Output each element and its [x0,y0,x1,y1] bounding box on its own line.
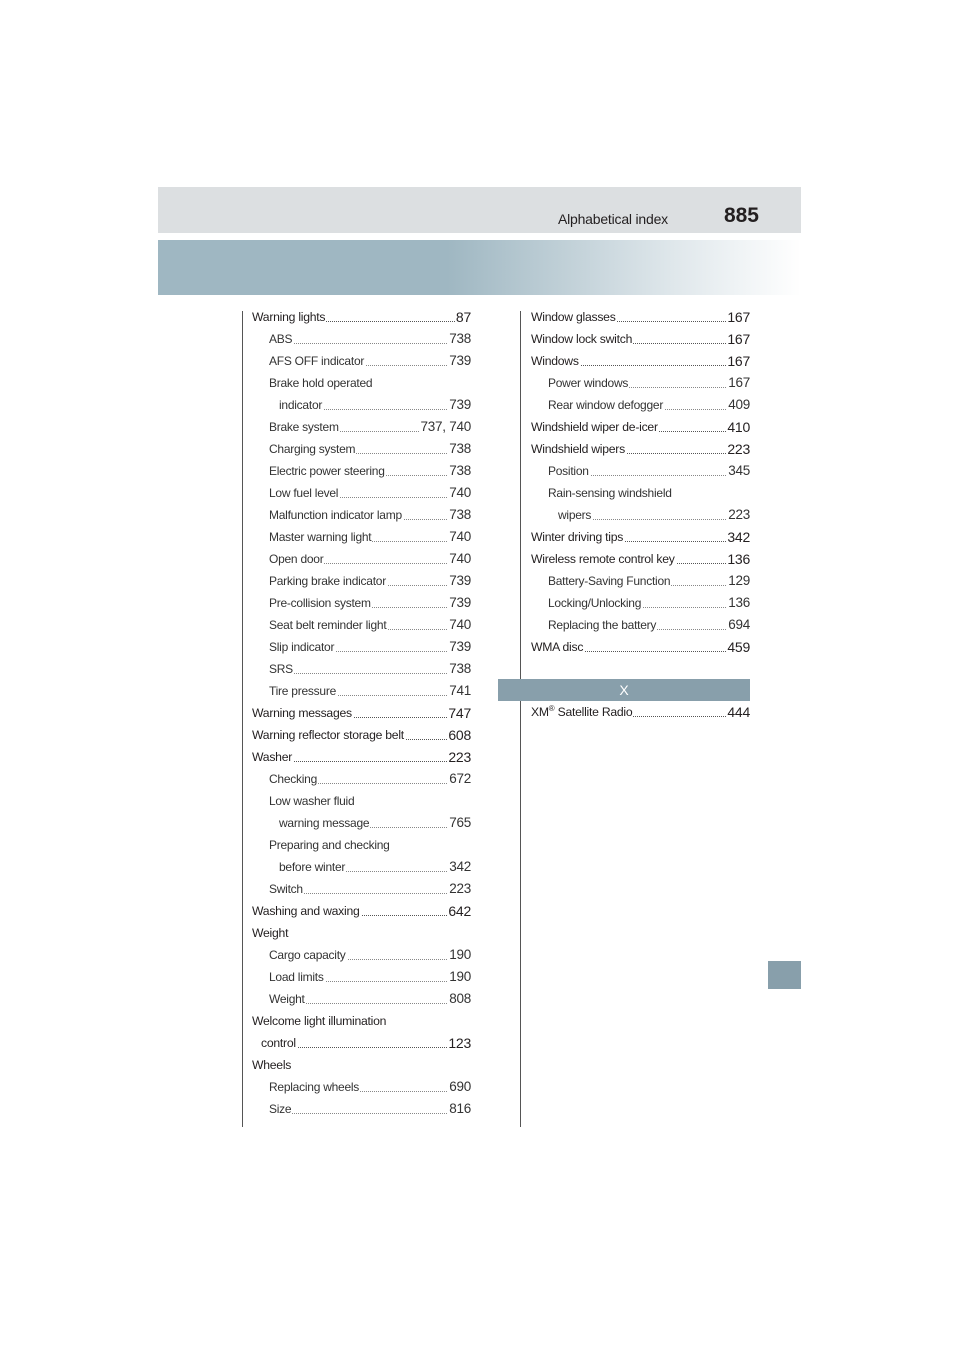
entry-label: warning message [279,812,370,834]
entry-page: 342 [448,856,471,878]
index-entry [531,614,750,636]
entry-label: Replacing wheels [269,1076,360,1098]
index-entry [252,1076,471,1098]
entry-page: 642 [447,900,471,922]
index-entry [252,900,471,922]
entry-label: wipers [558,504,592,526]
entry-page: 459 [726,636,750,658]
entry-page: 167 [726,350,750,372]
entry-page: 747 [447,702,471,724]
index-entry [252,482,471,504]
entry-page: 345 [727,460,750,482]
entry-label: Replacing the battery [548,614,657,636]
entry-page: 167 [727,372,750,394]
entry-page: 739 [448,394,471,416]
entry-label: AFS OFF indicator [269,350,365,372]
page-number: 885 [723,204,759,227]
entry-label: SRS [269,658,294,680]
side-tab-marker [768,961,801,989]
index-entry [252,592,471,614]
entry-page: 739 [448,636,471,658]
entry-label: Malfunction indicator lamp [269,504,403,526]
index-entry [252,724,471,746]
entry-page: 816 [448,1098,471,1120]
entry-label: Open door [269,548,324,570]
entry-page: 738 [448,328,471,350]
entry-page: 136 [727,592,750,614]
entry-page: 690 [448,1076,471,1098]
entry-page: 739 [448,570,471,592]
entry-page: 190 [448,944,471,966]
index-entry [531,504,750,526]
entry-label: Windows [531,350,580,372]
entry-label: Parking brake indicator [269,570,387,592]
index-entry [531,350,750,372]
index-entry [252,614,471,636]
header-title: Alphabetical index [557,211,668,227]
index-entry [252,658,471,680]
index-entry [252,548,471,570]
entry-label: Brake system [269,416,340,438]
entry-label: Washer [252,746,293,768]
entry-page: 167 [726,328,750,350]
entry-label: Weight [269,988,306,1010]
entry-label: Checking [269,768,318,790]
entry-label: Winter driving tips [531,526,624,548]
entry-label: Washing and waxing [252,900,361,922]
entry-label: Weight [252,922,289,944]
entry-page: 694 [727,614,750,636]
entry-page: 737, 740 [419,416,471,438]
index-entry-xm [531,701,750,723]
index-entry [252,812,471,834]
entry-label: Brake hold operated [269,372,373,394]
entry-label: Low fuel level [269,482,339,504]
entry-label: Locking/Unlocking [548,592,642,614]
index-entry [252,922,471,944]
entry-label: Slip indicator [269,636,335,658]
entry-page: 741 [448,680,471,702]
entry-page: 342 [726,526,750,548]
entry-label: Warning messages [252,702,353,724]
entry-page: 738 [448,658,471,680]
index-entry [531,394,750,416]
entry-page: 136 [726,548,750,570]
entry-label: Wireless remote control key [531,548,676,570]
index-entry [252,328,471,350]
index-entry [252,878,471,900]
entry-page: 765 [448,812,471,834]
entry-label: WMA disc [531,636,584,658]
entry-label: before winter [279,856,346,878]
entry-page: 808 [448,988,471,1010]
entry-label: Position [548,460,590,482]
index-entry [252,680,471,702]
index-entry [531,636,750,658]
index-entry [531,460,750,482]
index-entry [252,636,471,658]
index-entry [531,526,750,548]
index-entry [252,966,471,988]
entry-label: Power windows [548,372,629,394]
index-entry [252,504,471,526]
index-entry [531,328,750,350]
index-entry [252,394,471,416]
entry-page: 190 [448,966,471,988]
entry-page: 608 [447,724,471,746]
entry-label: Preparing and checking [269,834,391,856]
entry-page: 740 [448,526,471,548]
column-divider-left [242,311,243,1127]
index-entry [531,372,750,394]
index-entry [531,438,750,460]
index-entry [252,526,471,548]
entry-page: 672 [448,768,471,790]
index-entry [252,306,471,328]
header-bar [158,187,801,233]
entry-page: 167 [726,306,750,328]
entry-page: 223 [727,504,750,526]
column-divider-right [520,311,521,1127]
entry-label: Pre-collision system [269,592,372,614]
entry-page: 123 [447,1032,471,1054]
index-entry [252,460,471,482]
index-entry [531,482,750,504]
entry-page: 223 [726,438,750,460]
entry-page: 739 [448,350,471,372]
entry-page: 223 [447,746,471,768]
entry-page: 410 [726,416,750,438]
index-entry [252,790,471,812]
index-entry [252,746,471,768]
entry-label: XM® Satellite Radio [531,701,633,723]
entry-label: Charging system [269,438,356,460]
entry-label: Tire pressure [269,680,337,702]
index-entry [252,570,471,592]
index-entry [252,1010,471,1032]
entry-label: Window lock switch [531,328,633,350]
index-entry [252,1032,471,1054]
entry-label: Welcome light illumination [252,1010,387,1032]
entry-label: Low washer fluid [269,790,355,812]
entry-label: Rain-sensing windshield [548,482,673,504]
entry-page: 739 [448,592,471,614]
index-column-right [531,306,750,658]
entry-page: 409 [727,394,750,416]
index-entry [252,944,471,966]
index-entry [531,306,750,328]
entry-label: Rear window defogger [548,394,664,416]
index-entry [531,592,750,614]
entry-page: 738 [448,460,471,482]
index-column-left [252,306,471,1120]
entry-page: 740 [448,548,471,570]
entry-page: 223 [448,878,471,900]
entry-label: Wheels [252,1054,292,1076]
entry-label: Cargo capacity [269,944,347,966]
index-entry [531,416,750,438]
index-entry [252,350,471,372]
section-letter-x: X [498,679,750,701]
entry-label: Size [269,1098,292,1120]
entry-label: ABS [269,328,293,350]
entry-label: Master warning light [269,526,372,548]
entry-label: Windshield wiper de-icer [531,416,659,438]
entry-label: Warning reflector storage belt [252,724,405,746]
index-entry [252,1054,471,1076]
index-entry [252,438,471,460]
index-entry [252,834,471,856]
index-entry [252,372,471,394]
entry-label: Switch [269,878,304,900]
entry-page: 738 [448,504,471,526]
entry-label: Seat belt reminder light [269,614,387,636]
entry-label: Electric power steering [269,460,386,482]
index-entry [531,548,750,570]
index-entry [252,988,471,1010]
entry-label: Warning lights [252,306,326,328]
entry-label: Window glasses [531,306,617,328]
entry-label: control [261,1032,297,1054]
entry-label: Load limits [269,966,325,988]
entry-label: Battery-Saving Function [548,570,671,592]
index-entry [252,856,471,878]
entry-page: 740 [448,614,471,636]
entry-page: 740 [448,482,471,504]
index-entry [252,1098,471,1120]
entry-label: Windshield wipers [531,438,626,460]
entry-page: 738 [448,438,471,460]
entry-label: indicator [279,394,323,416]
index-entry [531,570,750,592]
index-entry [252,768,471,790]
entry-page: 129 [727,570,750,592]
index-entry [252,416,471,438]
decorative-band [158,240,801,295]
entry-page: 444 [726,701,750,723]
entry-page: 87 [455,306,471,328]
index-entry [252,702,471,724]
